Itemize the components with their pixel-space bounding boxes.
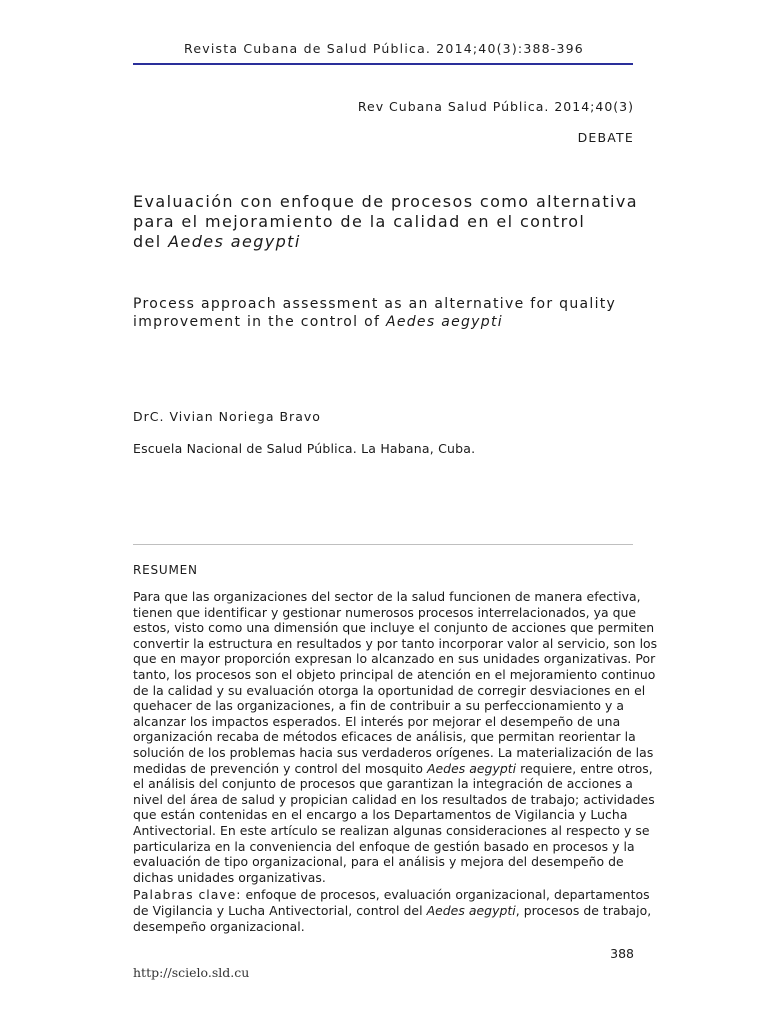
keywords-line (133, 903, 651, 918)
keywords-line (133, 887, 650, 902)
abstract-line: de la calidad y su evaluación otorga la oportunidad de corregir desviaciones en el (133, 682, 646, 698)
abstract-line: organización recaba de métodos eficaces de análisis, que permitan reorientar la (133, 729, 636, 745)
title-es-line3-prefix: del (133, 232, 169, 251)
journal-header: Revista Cubana de Salud Pública. 2014;40(3):388-396 (184, 41, 584, 56)
page-number: 388 (610, 946, 634, 961)
abstract-line: el análisis del conjunto de procesos que garantizan la integración de acciones a (133, 776, 633, 792)
abstract-line: alcanzar los impactos esperados. El interés por mejorar el desempeño de una (133, 713, 621, 729)
keywords-label: Palabras clave: (133, 887, 242, 902)
section-divider (133, 544, 633, 545)
abstract-heading: RESUMEN (133, 563, 198, 577)
title-english (133, 295, 643, 331)
footer-url-link[interactable]: http://scielo.sld.cu (133, 965, 250, 980)
abstract-line: evaluación de tipo organizacional, para el análisis y mejora del desempeño de (133, 854, 624, 870)
abstract-line: tanto, los procesos son el objeto principal de atención en el mejoramiento continuo (133, 667, 656, 682)
abstract-line: estos, visto como una dimensión que incluye el conjunto de acciones que permiten (133, 620, 655, 636)
title-es-line1: Evaluación con enfoque de procesos como alternativa (133, 192, 638, 211)
abstract-line: convertir la estructura en resultados y por tanto incorporar valor al servicio, son los (133, 635, 658, 651)
section-label: DEBATE (577, 130, 634, 145)
keywords-text: enfoque de procesos, evaluación organizacional, departamentos (241, 887, 650, 902)
abstract-line: quehacer de las organizaciones, a fin de contribuir a su perfeccionamiento y a (133, 698, 625, 714)
abstract-line: que están contenidas en el encargo a los Departamentos de Vigilancia y Lucha (133, 807, 628, 823)
abstract-line: dichas unidades organizativas. (133, 869, 326, 885)
abstract-line: tienen que identificar y gestionar numerosos procesos interrelacionados, ya que (133, 604, 637, 620)
abstract-line12-prefix: medidas de prevención y control del mosquito (133, 760, 427, 776)
article-citation: Rev Cubana Salud Pública. 2014;40(3) (357, 99, 634, 114)
title-en-species: Aedes aegypti (385, 314, 503, 330)
abstract-line (133, 761, 653, 776)
author-name: DrC. Vivian Noriega Bravo (133, 409, 321, 424)
header-divider (133, 63, 633, 65)
title-en-line1: Process approach assessment as an alternative for quality (133, 296, 617, 312)
keywords-line2-prefix: de Vigilancia y Lucha Antivectorial, control del (133, 903, 427, 918)
abstract-line: que en mayor proporción expresan lo alcanzado en sus unidades organizativas. Por (133, 651, 656, 667)
title-en-line2-prefix: improvement in the control of (133, 314, 386, 330)
title-es-line2: para el mejoramiento de la calidad en el control (133, 212, 586, 231)
abstract-line: particulariza en la conveniencia del enfoque de gestión basado en procesos y la (133, 838, 635, 854)
title-spanish (133, 192, 643, 252)
title-es-species: Aedes aegypti (168, 232, 301, 251)
abstract-line12-suffix: requiere, entre otros, (516, 760, 653, 776)
abstract-line: Antivectorial. En este artículo se realizan algunas consideraciones al respecto y se (133, 823, 650, 838)
keywords-line: desempeño organizacional. (133, 919, 305, 934)
keywords-species: Aedes aegypti (426, 903, 516, 918)
title-en-line2 (133, 313, 643, 331)
author-affiliation: Escuela Nacional de Salud Pública. La Habana, Cuba. (133, 441, 476, 456)
abstract-line: Para que las organizaciones del sector de la salud funcionen de manera efectiva, (133, 589, 641, 604)
abstract-species: Aedes aegypti (426, 760, 517, 776)
abstract-line: solución de los problemas hacia sus verdaderos orígenes. La materialización de las (133, 745, 654, 760)
abstract-line: nivel del área de salud y propician calidad en los resultados de trabajo; actividades (133, 791, 655, 807)
title-es-line3 (133, 232, 643, 252)
keywords-line2-suffix: , procesos de trabajo, (515, 903, 652, 918)
